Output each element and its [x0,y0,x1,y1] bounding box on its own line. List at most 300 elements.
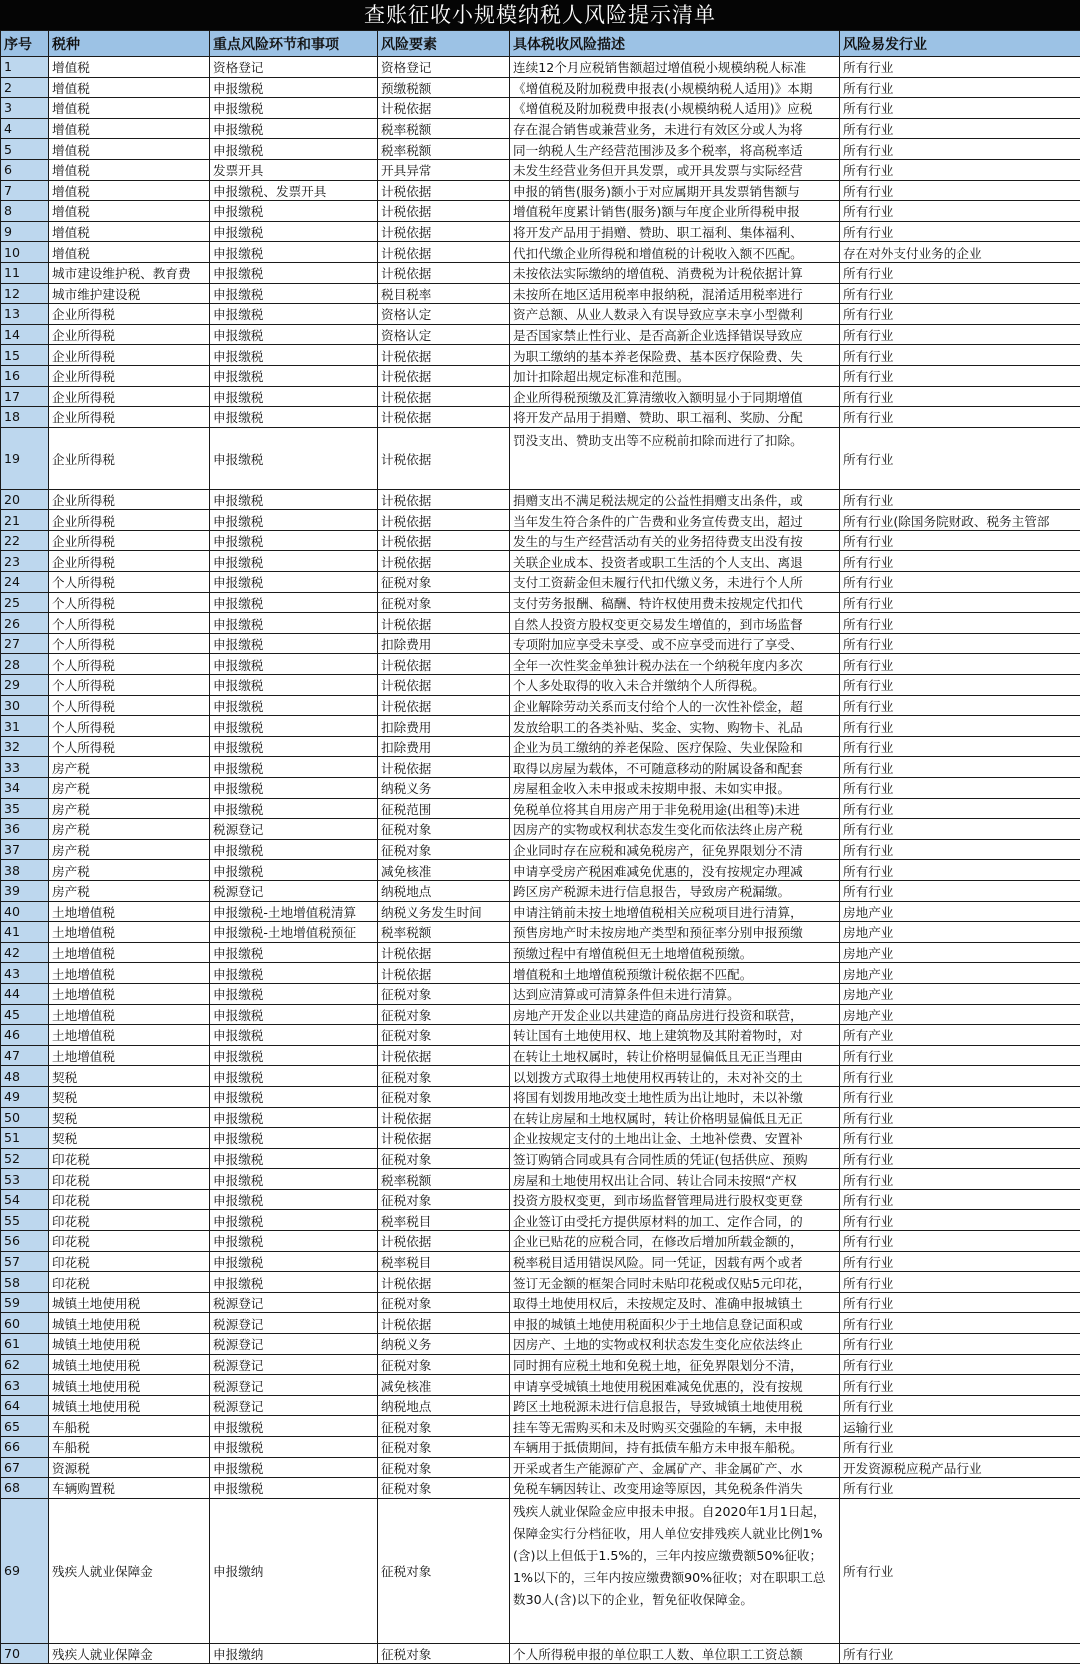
risk-element-cell[interactable]: 税率税额 [378,118,510,139]
risk-element-cell[interactable]: 征税对象 [378,1416,510,1437]
industry-cell[interactable]: 所有行业 [840,716,1080,737]
risk-element-cell[interactable]: 计税依据 [378,757,510,778]
industry-cell[interactable]: 所有行业 [840,365,1080,386]
risk-description-cell[interactable]: 在转让土地权属时，转让价格明显偏低且无正当理由 [510,1045,840,1066]
row-number-cell[interactable]: 40 [1,901,49,922]
risk-stage-cell[interactable]: 申报缴税 [210,613,378,634]
risk-stage-cell[interactable]: 申报缴税 [210,716,378,737]
risk-element-cell[interactable]: 税率税目 [378,1210,510,1231]
tax-type-cell[interactable]: 城镇土地使用税 [49,1375,210,1396]
tax-type-cell[interactable]: 个人所得税 [49,736,210,757]
tax-type-cell[interactable]: 印花税 [49,1251,210,1272]
risk-description-cell[interactable]: 资产总额、从业人数录入有误导致应享未享小型微利 [510,304,840,325]
row-number-cell[interactable]: 67 [1,1457,49,1478]
risk-description-cell[interactable]: 企业解除劳动关系而支付给个人的一次性补偿金，超 [510,695,840,716]
industry-cell[interactable]: 所有行业 [840,386,1080,407]
risk-element-cell[interactable]: 减免核准 [378,1375,510,1396]
risk-stage-cell[interactable]: 申报缴税 [210,407,378,428]
risk-stage-cell[interactable]: 申报缴税 [210,1148,378,1169]
row-number-cell[interactable]: 20 [1,489,49,510]
risk-element-cell[interactable]: 资格认定 [378,304,510,325]
row-number-cell[interactable]: 16 [1,365,49,386]
tax-type-cell[interactable]: 城镇土地使用税 [49,1354,210,1375]
risk-stage-cell[interactable]: 申报缴税 [210,1210,378,1231]
risk-element-cell[interactable]: 纳税地点 [378,880,510,901]
tax-type-cell[interactable]: 增值税 [49,201,210,222]
risk-description-cell[interactable]: 关联企业成本、投资者或职工生活的个人支出、离退 [510,551,840,572]
risk-stage-cell[interactable]: 申报缴税 [210,77,378,98]
tax-type-cell[interactable]: 企业所得税 [49,324,210,345]
row-number-cell[interactable]: 38 [1,860,49,881]
industry-cell[interactable]: 房地产业 [840,983,1080,1004]
industry-cell[interactable]: 所有行业 [840,159,1080,180]
risk-description-cell[interactable]: 未发生经营业务但开具发票，或开具发票与实际经营 [510,159,840,180]
industry-cell[interactable]: 所有行业 [840,654,1080,675]
row-number-cell[interactable]: 8 [1,201,49,222]
row-number-cell[interactable]: 36 [1,819,49,840]
risk-description-cell[interactable]: 申请享受城镇土地使用税困难减免优惠的，没有按规 [510,1375,840,1396]
risk-stage-cell[interactable]: 申报缴税 [210,1437,378,1458]
risk-stage-cell[interactable]: 申报缴税 [210,98,378,119]
tax-type-cell[interactable]: 城镇土地使用税 [49,1395,210,1416]
tax-type-cell[interactable]: 车辆购置税 [49,1478,210,1499]
risk-description-cell[interactable]: 跨区土地税源未进行信息报告，导致城镇土地使用税 [510,1395,840,1416]
row-number-cell[interactable]: 10 [1,242,49,263]
row-number-cell[interactable]: 37 [1,839,49,860]
risk-description-cell[interactable]: 罚没支出、赞助支出等不应税前扣除而进行了扣除。 [510,427,840,489]
risk-element-cell[interactable]: 扣除费用 [378,716,510,737]
row-number-cell[interactable]: 43 [1,963,49,984]
row-number-cell[interactable]: 35 [1,798,49,819]
tax-type-cell[interactable]: 企业所得税 [49,530,210,551]
risk-stage-cell[interactable]: 申报缴税 [210,283,378,304]
industry-cell[interactable]: 所有行业 [840,1643,1080,1664]
row-number-cell[interactable]: 52 [1,1148,49,1169]
industry-cell[interactable]: 所有行业 [840,572,1080,593]
risk-description-cell[interactable]: 车辆用于抵债期间，持有抵债车船方未申报车船税。 [510,1437,840,1458]
row-number-cell[interactable]: 63 [1,1375,49,1396]
risk-element-cell[interactable]: 税率税额 [378,139,510,160]
tax-type-cell[interactable]: 房产税 [49,798,210,819]
industry-cell[interactable]: 运输行业 [840,1416,1080,1437]
risk-stage-cell[interactable]: 申报缴税-土地增值税预征 [210,922,378,943]
row-number-cell[interactable]: 66 [1,1437,49,1458]
risk-stage-cell[interactable]: 申报缴税 [210,1086,378,1107]
tax-type-cell[interactable]: 个人所得税 [49,633,210,654]
industry-cell[interactable]: 所有行业 [840,1148,1080,1169]
row-number-cell[interactable]: 65 [1,1416,49,1437]
industry-cell[interactable]: 所有行业 [840,118,1080,139]
risk-stage-cell[interactable]: 申报缴纳 [210,1643,378,1664]
tax-type-cell[interactable]: 印花税 [49,1148,210,1169]
tax-type-cell[interactable]: 增值税 [49,57,210,78]
industry-cell[interactable]: 所有行业 [840,1395,1080,1416]
tax-type-cell[interactable]: 城市维护建设税 [49,283,210,304]
tax-type-cell[interactable]: 房产税 [49,778,210,799]
risk-description-cell[interactable]: 取得以房屋为载体，不可随意移动的附属设备和配套 [510,757,840,778]
row-number-cell[interactable]: 49 [1,1086,49,1107]
industry-cell[interactable]: 所有行业 [840,1251,1080,1272]
risk-description-cell[interactable]: 因房产、土地的实物或权利状态发生变化应依法终止 [510,1334,840,1355]
risk-element-cell[interactable]: 计税依据 [378,221,510,242]
industry-cell[interactable]: 所有行业 [840,1478,1080,1499]
risk-element-cell[interactable]: 征税对象 [378,1189,510,1210]
industry-cell[interactable]: 所有行业 [840,880,1080,901]
tax-type-cell[interactable]: 企业所得税 [49,407,210,428]
risk-element-cell[interactable]: 开具异常 [378,159,510,180]
risk-element-cell[interactable]: 征税对象 [378,1004,510,1025]
row-number-cell[interactable]: 11 [1,262,49,283]
tax-type-cell[interactable]: 个人所得税 [49,716,210,737]
row-number-cell[interactable]: 44 [1,983,49,1004]
header-cell[interactable]: 税种 [49,31,210,57]
risk-stage-cell[interactable]: 资格登记 [210,57,378,78]
industry-cell[interactable]: 所有行业 [840,139,1080,160]
tax-type-cell[interactable]: 契税 [49,1086,210,1107]
row-number-cell[interactable]: 56 [1,1231,49,1252]
risk-description-cell[interactable]: 残疾人就业保险金应申报未申报。自2020年1月1日起，保障金实行分档征收，用人单位安排残疾人就业比例1%(含)以上但低于1.5%的，三年内按应缴费额50%征收；1%以下的，三年内按应缴费额90%征收；对在职职工总数30人(含)以下的企业，暂免征收保障金。 [510,1498,840,1643]
risk-description-cell[interactable]: 税率税目适用错误风险。同一凭证，因载有两个或者 [510,1251,840,1272]
row-number-cell[interactable]: 33 [1,757,49,778]
tax-type-cell[interactable]: 增值税 [49,180,210,201]
risk-stage-cell[interactable]: 申报缴税 [210,1478,378,1499]
risk-stage-cell[interactable]: 申报缴税 [210,860,378,881]
row-number-cell[interactable]: 42 [1,942,49,963]
tax-type-cell[interactable]: 房产税 [49,860,210,881]
row-number-cell[interactable]: 45 [1,1004,49,1025]
risk-description-cell[interactable]: 支付劳务报酬、稿酬、特许权使用费未按规定代扣代 [510,592,840,613]
row-number-cell[interactable]: 39 [1,880,49,901]
industry-cell[interactable]: 所有行业 [840,77,1080,98]
industry-cell[interactable]: 所有行业 [840,757,1080,778]
row-number-cell[interactable]: 28 [1,654,49,675]
tax-type-cell[interactable]: 残疾人就业保障金 [49,1643,210,1664]
row-number-cell[interactable]: 54 [1,1189,49,1210]
tax-type-cell[interactable]: 企业所得税 [49,510,210,531]
risk-element-cell[interactable]: 纳税义务 [378,778,510,799]
industry-cell[interactable]: 所有行业 [840,798,1080,819]
risk-element-cell[interactable]: 征税对象 [378,1478,510,1499]
industry-cell[interactable]: 所有行业 [840,1313,1080,1334]
risk-description-cell[interactable]: 免税单位将其自用房产用于非免税用途(出租等)未进 [510,798,840,819]
risk-stage-cell[interactable]: 税源登记 [210,1292,378,1313]
risk-description-cell[interactable]: 免税车辆因转让、改变用途等原因，其免税条件消失 [510,1478,840,1499]
row-number-cell[interactable]: 60 [1,1313,49,1334]
risk-description-cell[interactable]: 发放给职工的各类补贴、奖金、实物、购物卡、礼品 [510,716,840,737]
industry-cell[interactable]: 所有行业 [840,695,1080,716]
header-cell[interactable]: 重点风险环节和事项 [210,31,378,57]
risk-element-cell[interactable]: 计税依据 [378,654,510,675]
row-number-cell[interactable]: 64 [1,1395,49,1416]
risk-element-cell[interactable]: 税率税额 [378,922,510,943]
risk-description-cell[interactable]: 预缴过程中有增值税但无土地增值税预缴。 [510,942,840,963]
risk-element-cell[interactable]: 计税依据 [378,98,510,119]
row-number-cell[interactable]: 9 [1,221,49,242]
industry-cell[interactable]: 所有行业 [840,1210,1080,1231]
risk-element-cell[interactable]: 计税依据 [378,489,510,510]
tax-type-cell[interactable]: 土地增值税 [49,922,210,943]
industry-cell[interactable]: 所有行业 [840,530,1080,551]
tax-type-cell[interactable]: 房产税 [49,880,210,901]
industry-cell[interactable]: 所有行业 [840,551,1080,572]
risk-description-cell[interactable]: 转让国有土地使用权、地上建筑物及其附着物时，对 [510,1025,840,1046]
risk-element-cell[interactable]: 征税对象 [378,1025,510,1046]
risk-stage-cell[interactable]: 申报缴税 [210,304,378,325]
industry-cell[interactable]: 所有行业 [840,1128,1080,1149]
row-number-cell[interactable]: 1 [1,57,49,78]
risk-description-cell[interactable]: 《增值税及附加税费申报表(小规模纳税人适用)》应税 [510,98,840,119]
industry-cell[interactable]: 所有行业 [840,1189,1080,1210]
industry-cell[interactable]: 所有行业 [840,1086,1080,1107]
risk-stage-cell[interactable]: 申报缴税 [210,757,378,778]
risk-description-cell[interactable]: 个人所得税申报的单位职工人数、单位职工工资总额 [510,1643,840,1664]
row-number-cell[interactable]: 34 [1,778,49,799]
tax-type-cell[interactable]: 企业所得税 [49,386,210,407]
row-number-cell[interactable]: 41 [1,922,49,943]
row-number-cell[interactable]: 55 [1,1210,49,1231]
row-number-cell[interactable]: 17 [1,386,49,407]
row-number-cell[interactable]: 18 [1,407,49,428]
risk-description-cell[interactable]: 连续12个月应税销售额超过增值税小规模纳税人标准 [510,57,840,78]
industry-cell[interactable]: 所有行业 [840,283,1080,304]
tax-type-cell[interactable]: 印花税 [49,1189,210,1210]
industry-cell[interactable]: 开发资源税应税产品行业 [840,1457,1080,1478]
risk-description-cell[interactable]: 申报的销售(服务)额小于对应属期开具发票销售额与 [510,180,840,201]
risk-element-cell[interactable]: 预缴税额 [378,77,510,98]
row-number-cell[interactable]: 68 [1,1478,49,1499]
risk-element-cell[interactable]: 扣除费用 [378,633,510,654]
risk-element-cell[interactable]: 征税对象 [378,1498,510,1643]
tax-type-cell[interactable]: 土地增值税 [49,1025,210,1046]
tax-type-cell[interactable]: 土地增值税 [49,983,210,1004]
industry-cell[interactable]: 所有行业 [840,819,1080,840]
risk-element-cell[interactable]: 计税依据 [378,1128,510,1149]
risk-element-cell[interactable]: 征税对象 [378,1148,510,1169]
header-cell[interactable]: 风险要素 [378,31,510,57]
tax-type-cell[interactable]: 房产税 [49,819,210,840]
row-number-cell[interactable]: 23 [1,551,49,572]
risk-description-cell[interactable]: 开采或者生产能源矿产、金属矿产、非金属矿产、水 [510,1457,840,1478]
risk-description-cell[interactable]: 全年一次性奖金单独计税办法在一个纳税年度内多次 [510,654,840,675]
tax-type-cell[interactable]: 资源税 [49,1457,210,1478]
risk-element-cell[interactable]: 计税依据 [378,1231,510,1252]
risk-description-cell[interactable]: 房屋租金收入未申报或未按期申报、未如实申报。 [510,778,840,799]
risk-stage-cell[interactable]: 申报缴税 [210,798,378,819]
industry-cell[interactable]: 房地产业 [840,963,1080,984]
risk-description-cell[interactable]: 投资方股权变更，到市场监督管理局进行股权变更登 [510,1189,840,1210]
risk-description-cell[interactable]: 支付工资薪金但未履行代扣代缴义务，未进行个人所 [510,572,840,593]
risk-element-cell[interactable]: 征税对象 [378,839,510,860]
industry-cell[interactable]: 所有行业 [840,407,1080,428]
tax-type-cell[interactable]: 个人所得税 [49,613,210,634]
industry-cell[interactable]: 所有行业 [840,839,1080,860]
risk-stage-cell[interactable]: 申报缴税 [210,221,378,242]
risk-description-cell[interactable]: 未按所在地区适用税率申报纳税，混淆适用税率进行 [510,283,840,304]
risk-stage-cell[interactable]: 申报缴税 [210,1272,378,1293]
risk-element-cell[interactable]: 征税对象 [378,1292,510,1313]
risk-stage-cell[interactable]: 申报缴税 [210,942,378,963]
tax-type-cell[interactable]: 城镇土地使用税 [49,1334,210,1355]
row-number-cell[interactable]: 2 [1,77,49,98]
tax-type-cell[interactable]: 残疾人就业保障金 [49,1498,210,1643]
header-cell[interactable]: 具体税收风险描述 [510,31,840,57]
risk-stage-cell[interactable]: 申报缴税 [210,736,378,757]
risk-description-cell[interactable]: 达到应清算或可清算条件但未进行清算。 [510,983,840,1004]
risk-stage-cell[interactable]: 申报缴税 [210,201,378,222]
industry-cell[interactable]: 所有行业 [840,633,1080,654]
tax-type-cell[interactable]: 契税 [49,1128,210,1149]
risk-stage-cell[interactable]: 申报缴税 [210,695,378,716]
row-number-cell[interactable]: 5 [1,139,49,160]
risk-element-cell[interactable]: 资格认定 [378,324,510,345]
tax-type-cell[interactable]: 个人所得税 [49,695,210,716]
industry-cell[interactable]: 所有行业 [840,1437,1080,1458]
row-number-cell[interactable]: 13 [1,304,49,325]
tax-type-cell[interactable]: 企业所得税 [49,345,210,366]
tax-type-cell[interactable]: 土地增值税 [49,1045,210,1066]
industry-cell[interactable]: 所有行业 [840,613,1080,634]
tax-type-cell[interactable]: 增值税 [49,159,210,180]
industry-cell[interactable]: 所有行业 [840,221,1080,242]
row-number-cell[interactable]: 53 [1,1169,49,1190]
risk-stage-cell[interactable]: 税源登记 [210,880,378,901]
tax-type-cell[interactable]: 企业所得税 [49,427,210,489]
risk-stage-cell[interactable]: 税源登记 [210,819,378,840]
row-number-cell[interactable]: 32 [1,736,49,757]
risk-stage-cell[interactable]: 税源登记 [210,1395,378,1416]
tax-type-cell[interactable]: 增值税 [49,221,210,242]
risk-stage-cell[interactable]: 申报缴税 [210,427,378,489]
risk-stage-cell[interactable]: 申报缴税 [210,1416,378,1437]
tax-type-cell[interactable]: 企业所得税 [49,551,210,572]
industry-cell[interactable]: 所有行业 [840,1272,1080,1293]
risk-stage-cell[interactable]: 申报缴税 [210,592,378,613]
industry-cell[interactable]: 所有行业 [840,1066,1080,1087]
tax-type-cell[interactable]: 增值税 [49,98,210,119]
row-number-cell[interactable]: 61 [1,1334,49,1355]
risk-description-cell[interactable]: 以划拨方式取得土地使用权再转让的，未对补交的土 [510,1066,840,1087]
risk-stage-cell[interactable]: 申报缴税 [210,1066,378,1087]
industry-cell[interactable]: 所有行业 [840,675,1080,696]
row-number-cell[interactable]: 59 [1,1292,49,1313]
row-number-cell[interactable]: 21 [1,510,49,531]
risk-stage-cell[interactable]: 申报缴税 [210,510,378,531]
risk-stage-cell[interactable]: 税源登记 [210,1334,378,1355]
industry-cell[interactable]: 所有行业 [840,736,1080,757]
tax-type-cell[interactable]: 个人所得税 [49,592,210,613]
industry-cell[interactable]: 所有行业 [840,778,1080,799]
risk-description-cell[interactable]: 签订无金额的框架合同时未贴印花税或仅贴5元印花， [510,1272,840,1293]
tax-type-cell[interactable]: 土地增值税 [49,942,210,963]
risk-element-cell[interactable]: 征税对象 [378,1643,510,1664]
risk-description-cell[interactable]: 增值税和土地增值税预缴计税依据不匹配。 [510,963,840,984]
row-number-cell[interactable]: 12 [1,283,49,304]
risk-element-cell[interactable]: 纳税地点 [378,1395,510,1416]
risk-element-cell[interactable]: 税目税率 [378,283,510,304]
risk-description-cell[interactable]: 代扣代缴企业所得税和增值税的计税收入额不匹配。 [510,242,840,263]
risk-description-cell[interactable]: 申请享受房产税困难减免优惠的，没有按规定办理减 [510,860,840,881]
risk-description-cell[interactable]: 企业已贴花的应税合同，在修改后增加所载金额的， [510,1231,840,1252]
risk-stage-cell[interactable]: 申报缴税 [210,1457,378,1478]
industry-cell[interactable]: 所有行业 [840,262,1080,283]
tax-type-cell[interactable]: 城市建设维护税、教育费 [49,262,210,283]
tax-type-cell[interactable]: 印花税 [49,1272,210,1293]
risk-element-cell[interactable]: 计税依据 [378,407,510,428]
industry-cell[interactable]: 所有行业 [840,180,1080,201]
risk-element-cell[interactable]: 扣除费用 [378,736,510,757]
tax-type-cell[interactable]: 个人所得税 [49,654,210,675]
industry-cell[interactable]: 所有行业(除国务院财政、税务主管部 [840,510,1080,531]
risk-description-cell[interactable]: 存在混合销售或兼营业务，未进行有效区分或人为将 [510,118,840,139]
risk-stage-cell[interactable]: 申报缴税 [210,1169,378,1190]
risk-stage-cell[interactable]: 申报缴税 [210,345,378,366]
risk-description-cell[interactable]: 申报的城镇土地使用税面积少于土地信息登记面积或 [510,1313,840,1334]
industry-cell[interactable]: 所有行业 [840,304,1080,325]
risk-stage-cell[interactable]: 申报缴税 [210,1045,378,1066]
risk-stage-cell[interactable]: 申报缴税 [210,1251,378,1272]
risk-element-cell[interactable]: 征税对象 [378,1066,510,1087]
risk-description-cell[interactable]: 企业签订由受托方提供原材料的加工、定作合同，的 [510,1210,840,1231]
risk-element-cell[interactable]: 计税依据 [378,942,510,963]
risk-element-cell[interactable]: 计税依据 [378,180,510,201]
risk-stage-cell[interactable]: 申报缴税 [210,386,378,407]
risk-description-cell[interactable]: 为职工缴纳的基本养老保险费、基本医疗保险费、失 [510,345,840,366]
risk-stage-cell[interactable]: 申报缴税 [210,1128,378,1149]
tax-type-cell[interactable]: 城镇土地使用税 [49,1292,210,1313]
risk-element-cell[interactable]: 减免核准 [378,860,510,881]
industry-cell[interactable]: 所有行业 [840,1375,1080,1396]
industry-cell[interactable]: 房地产业 [840,942,1080,963]
industry-cell[interactable]: 所有行业 [840,1045,1080,1066]
risk-element-cell[interactable]: 计税依据 [378,365,510,386]
risk-element-cell[interactable]: 计税依据 [378,613,510,634]
row-number-cell[interactable]: 69 [1,1498,49,1643]
row-number-cell[interactable]: 19 [1,427,49,489]
risk-description-cell[interactable]: 当年发生符合条件的广告费和业务宣传费支出，超过 [510,510,840,531]
risk-description-cell[interactable]: 将开发产品用于捐赠、赞助、职工福利、奖励、分配 [510,407,840,428]
tax-type-cell[interactable]: 印花税 [49,1210,210,1231]
tax-type-cell[interactable]: 契税 [49,1107,210,1128]
risk-stage-cell[interactable]: 申报缴税 [210,489,378,510]
industry-cell[interactable]: 所有行业 [840,324,1080,345]
risk-element-cell[interactable]: 征税对象 [378,983,510,1004]
risk-element-cell[interactable]: 计税依据 [378,262,510,283]
risk-element-cell[interactable]: 计税依据 [378,201,510,222]
risk-stage-cell[interactable]: 申报缴纳 [210,1498,378,1643]
row-number-cell[interactable]: 24 [1,572,49,593]
industry-cell[interactable]: 所有行业 [840,1169,1080,1190]
risk-stage-cell[interactable]: 申报缴税 [210,242,378,263]
industry-cell[interactable]: 所有行业 [840,427,1080,489]
risk-stage-cell[interactable]: 申报缴税 [210,365,378,386]
risk-element-cell[interactable]: 征税对象 [378,1457,510,1478]
risk-element-cell[interactable]: 征税对象 [378,1354,510,1375]
industry-cell[interactable]: 存在对外支付业务的企业 [840,242,1080,263]
row-number-cell[interactable]: 57 [1,1251,49,1272]
tax-type-cell[interactable]: 城镇土地使用税 [49,1313,210,1334]
industry-cell[interactable]: 所有行业 [840,98,1080,119]
tax-type-cell[interactable]: 个人所得税 [49,675,210,696]
industry-cell[interactable]: 所有产业 [840,1025,1080,1046]
risk-element-cell[interactable]: 计税依据 [378,345,510,366]
risk-element-cell[interactable]: 计税依据 [378,551,510,572]
row-number-cell[interactable]: 3 [1,98,49,119]
industry-cell[interactable]: 所有行业 [840,1354,1080,1375]
industry-cell[interactable]: 所有行业 [840,860,1080,881]
risk-element-cell[interactable]: 计税依据 [378,427,510,489]
risk-description-cell[interactable]: 挂车等无需购买和未及时购买交强险的车辆，未申报 [510,1416,840,1437]
risk-element-cell[interactable]: 计税依据 [378,963,510,984]
